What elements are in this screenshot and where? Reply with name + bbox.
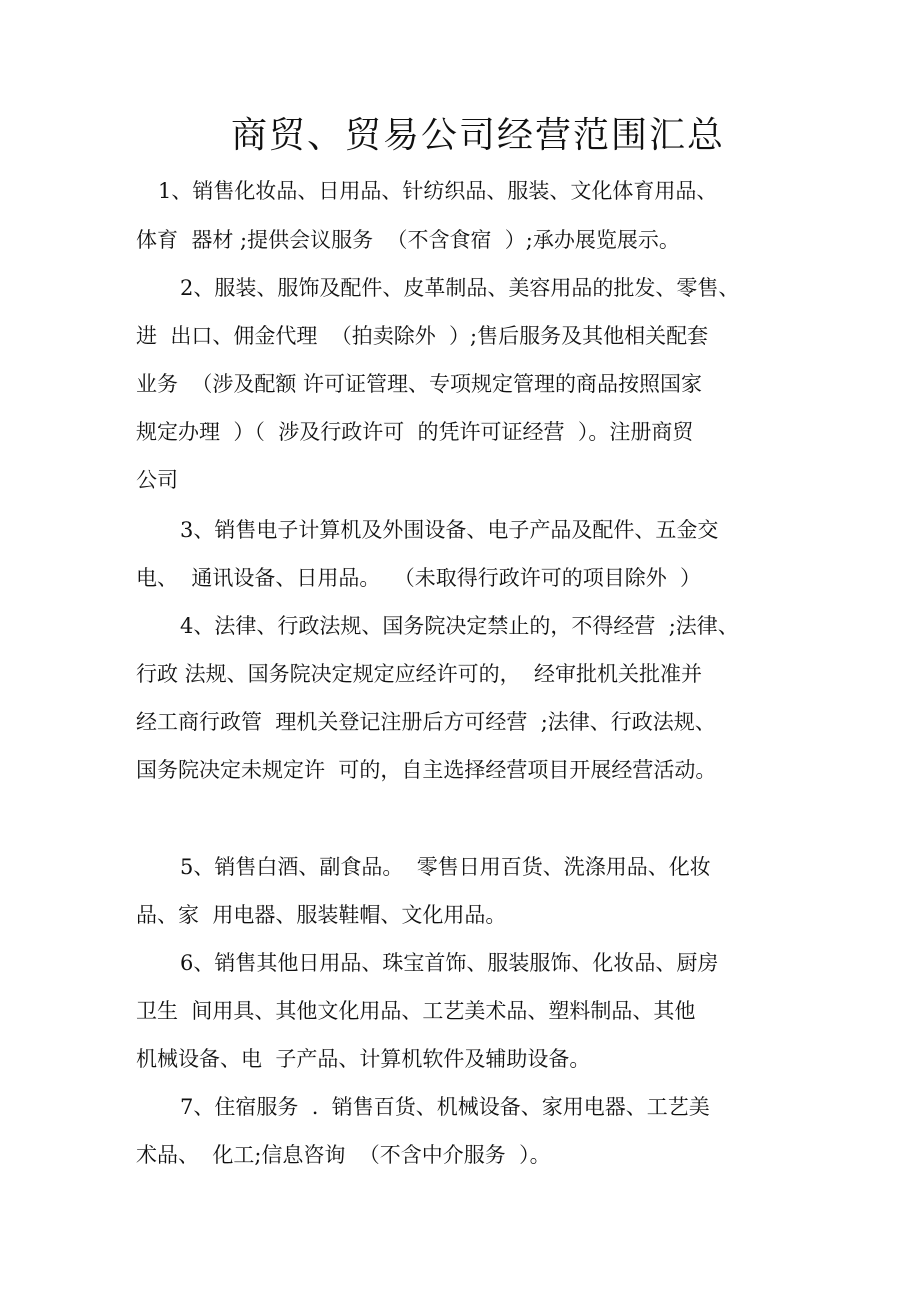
paragraph-line: 公司: [136, 468, 178, 492]
paragraph-line: 2、服装、服饰及配件、皮革制品、美容用品的批发、零售、: [180, 276, 740, 300]
paragraph-line: 电、 通讯设备、日用品。 （未取得行政许可的项目除外 ）: [136, 566, 702, 590]
paragraph-line: 规定办理 ）（ 涉及行政许可 的凭许可证经营 ）。注册商贸: [136, 420, 694, 444]
paragraph-line: 5、销售白酒、副食品。 零售日用百货、洗涤用品、化妆: [180, 855, 711, 879]
paragraph-line: 1、销售化妆品、日用品、针纺织品、服装、文化体育用品、: [158, 179, 718, 203]
paragraph-line: 经工商行政管 理机关登记注册后方可经营 ;法律、行政法规、: [136, 710, 716, 734]
paragraph-line: 机械设备、电 子产品、计算机软件及辅助设备。: [136, 1047, 591, 1071]
paragraph-line: 7、住宿服务 . 销售百货、机械设备、家用电器、工艺美: [180, 1095, 710, 1119]
paragraph-line: 进 出口、佣金代理 （拍卖除外 ）;售后服务及其他相关配套: [136, 324, 709, 348]
paragraph-line: 行政 法规、国务院决定规定应经许可的， 经审批机关批准并: [136, 662, 703, 686]
paragraph-line: 体育 器材 ;提供会议服务 （不含食宿 ）;承办展览展示。: [136, 228, 680, 252]
paragraph-line: 卫生 间用具、其他文化用品、工艺美术品、塑料制品、其他: [136, 999, 696, 1023]
paragraph-line: 3、销售电子计算机及外围设备、电子产品及配件、五金交: [180, 518, 719, 542]
paragraph-line: 4、法律、行政法规、国务院决定禁止的，不得经营 ;法律、: [180, 614, 739, 638]
paragraph-line: 国务院决定未规定许 可的，自主选择经营项目开展经营活动。: [136, 758, 717, 782]
page-title: 商贸、贸易公司经营范围汇总: [230, 115, 725, 156]
paragraph-line: 术品、 化工;信息咨询 （不含中介服务 ）。: [136, 1143, 551, 1167]
paragraph-line: 品、家 用电器、服装鞋帽、文化用品。: [136, 903, 507, 927]
paragraph-line: 业务 （涉及配额 许可证管理、专项规定管理的商品按照国家: [136, 372, 703, 396]
paragraph-line: 6、销售其他日用品、珠宝首饰、服装服饰、化妆品、厨房: [180, 951, 719, 975]
